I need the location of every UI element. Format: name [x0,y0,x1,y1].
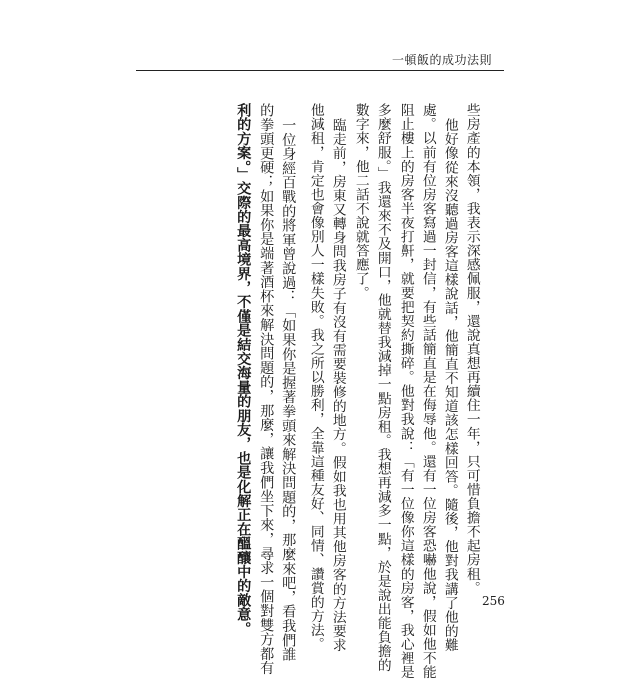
text-column-5: 多麼舒服。」我還來不及開口，他就替我減掉一點房租。我想再減多一點，於是說出能負擔的 [374,103,391,673]
text-column-4: 阻止樓上的房客半夜打鼾，就要把契約撕碎。他對我說：「有一位像你這樣的房客，我心裡是 [397,103,414,679]
text-column-6: 數字來，他二話不說就答應了。 [352,103,369,300]
header-rule [136,70,504,71]
text-column-3: 處。以前有位房客寫過一封信，有些話簡直是在侮辱他。還有一位房客恐嚇他說，假如他不能 [419,103,436,679]
text-column-1: 些房產的本領，我表示深感佩服，還說真想再續住一年，只可惜負擔不起房租。 [463,103,480,595]
text-column-8: 他減租，肯定也會像別人一樣失敗。我之所以勝利，全靠這種友好、同情、讚賞的方法。 [307,103,324,651]
text-column-2: 他好像從來沒聽過房客這樣說話，他簡直不知道該怎樣回答。隨後，他對我講了他的難 [441,118,458,652]
text-column-7: 臨走前，房東又轉身問我房子有沒有需要裝修的地方。假如我也用其他房客的方法要求 [329,118,346,652]
text-column-10: 的拳頭更硬；如果你是端著酒杯來解決問題的，那麼，讓我們坐下來，尋求一個對雙方都有 [258,103,275,675]
running-header: 一頓飯的成功法則 [392,53,493,67]
text-column-11-emphasis: 利的方案。」交際的最高境界，不僅是結交海量的朋友，也是化解正在醞釀中的敵意。 [235,103,252,636]
page-number: 256 [482,594,505,608]
text-column-9: 一位身經百戰的將軍曾說過：「如果你是握著拳頭來解決問題的，那麼來吧，看我們誰 [280,118,297,662]
